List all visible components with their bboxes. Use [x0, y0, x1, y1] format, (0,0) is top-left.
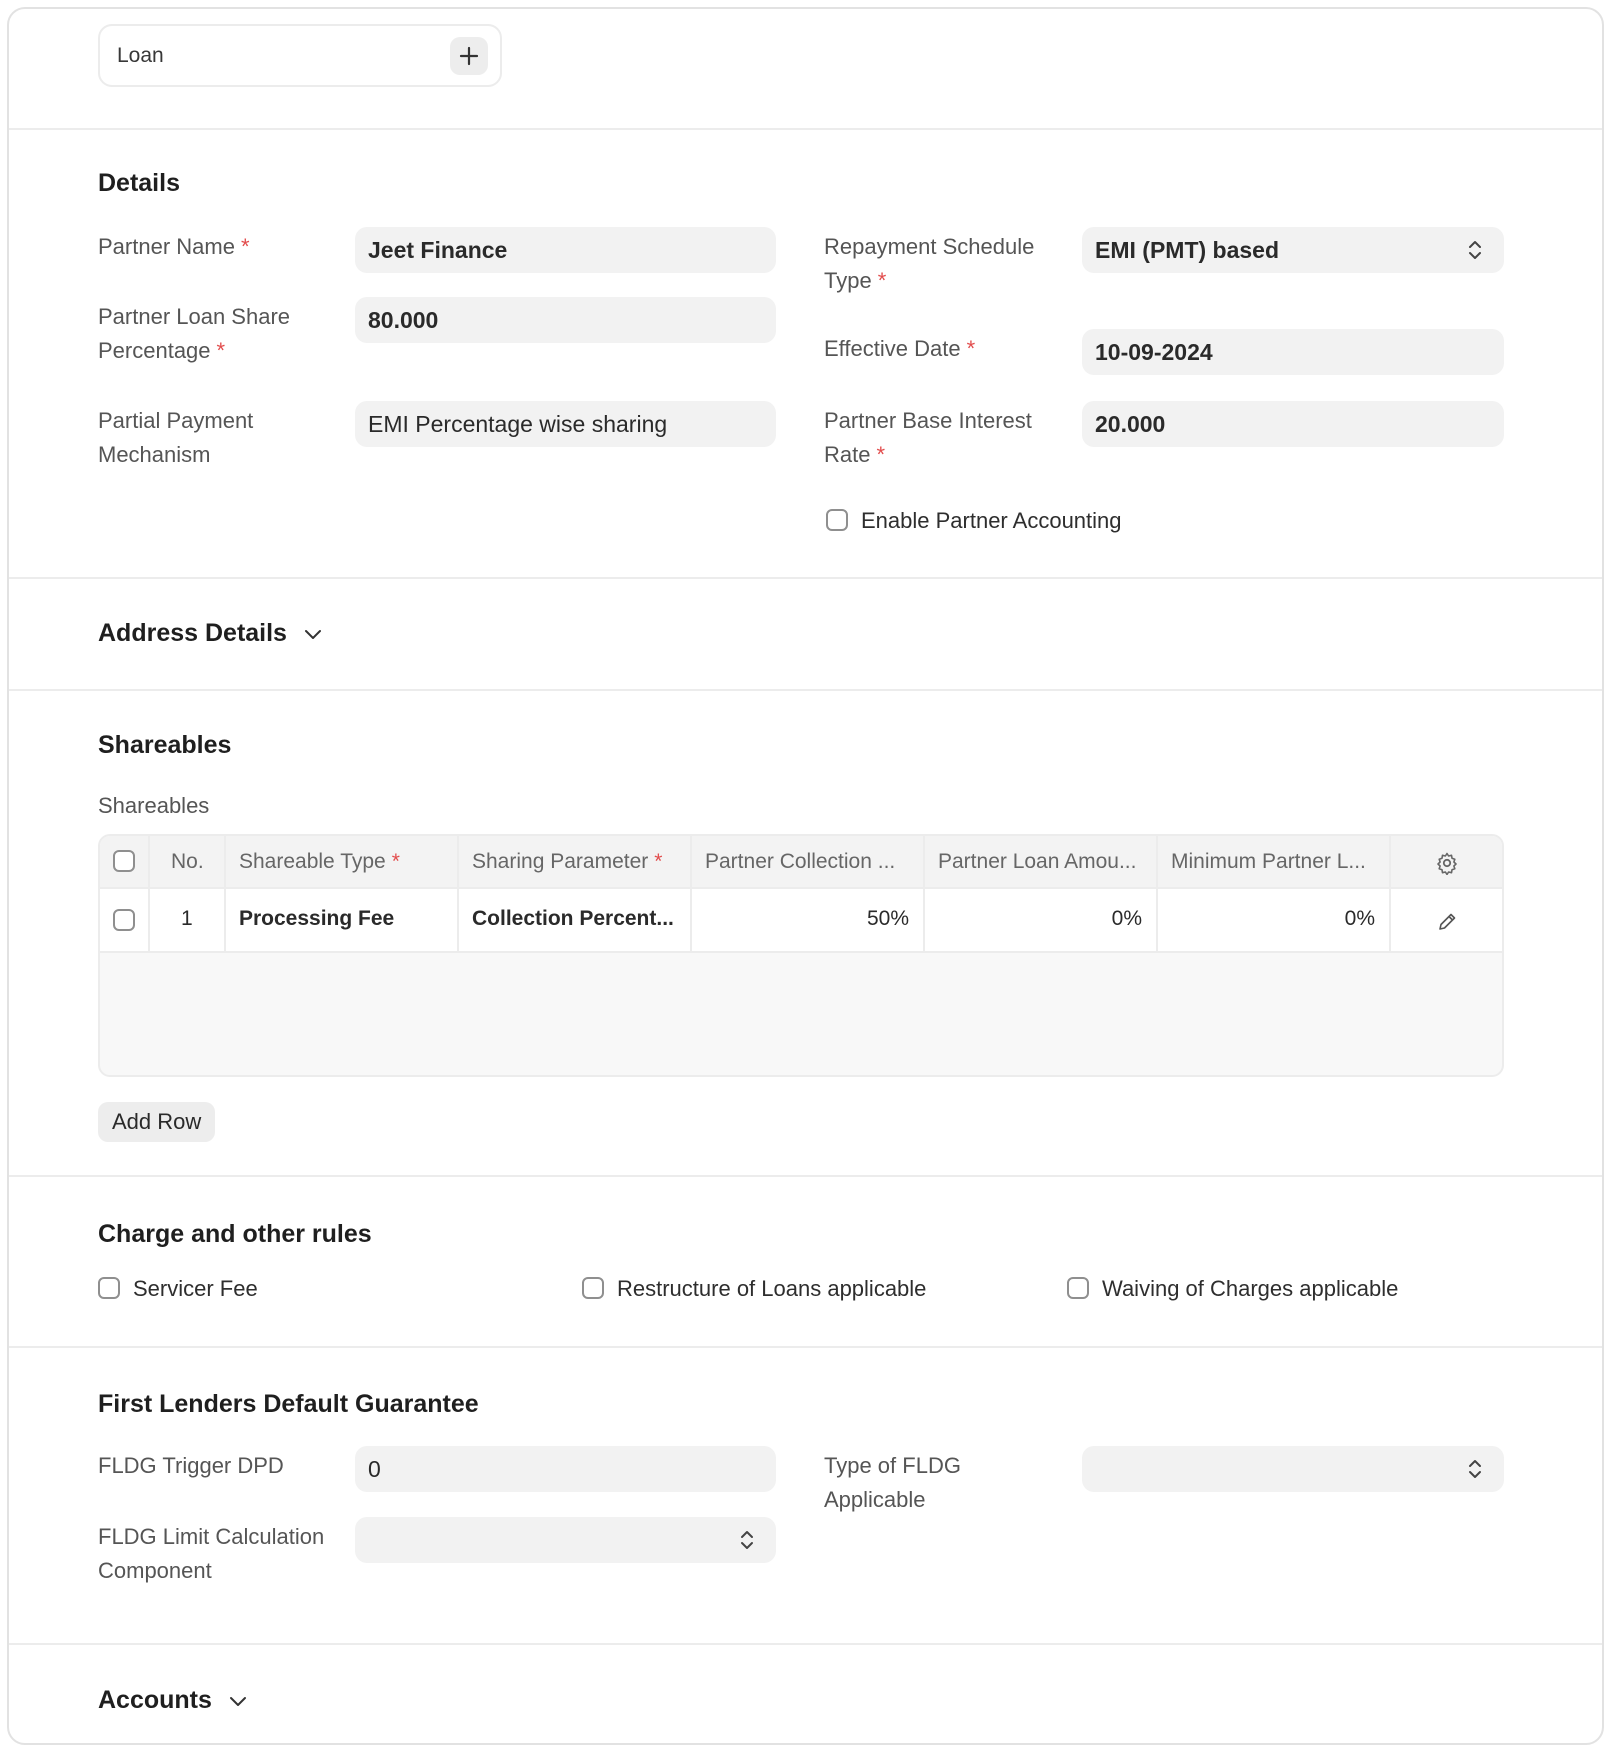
loan-tag-label: Loan — [117, 44, 164, 67]
table-row[interactable] — [100, 889, 1502, 953]
base-interest-label: Partner Base Interest Rate * — [824, 408, 1032, 467]
charges-heading: Charge and other rules — [98, 1220, 372, 1248]
partner-share-field[interactable]: 80.000 — [355, 297, 776, 343]
servicer-fee-label: Servicer Fee — [133, 1276, 258, 1301]
row-checkbox[interactable] — [113, 909, 135, 931]
cell-minimum-partner[interactable]: 0% — [1344, 907, 1375, 930]
cell-partner-collection[interactable]: 50% — [866, 907, 909, 930]
base-interest-field[interactable]: 20.000 — [1082, 401, 1504, 447]
select-all-checkbox[interactable] — [113, 850, 135, 872]
row-number: 1 — [181, 907, 193, 930]
repayment-schedule-label: Repayment Schedule Type * — [824, 234, 1035, 293]
partner-name-field[interactable]: Jeet Finance — [355, 227, 776, 273]
fldg-trigger-label: FLDG Trigger DPD — [98, 1453, 284, 1478]
column-header-minimum-partner[interactable]: Minimum Partner L... — [1171, 850, 1366, 873]
waiving-label: Waiving of Charges applicable — [1102, 1276, 1399, 1301]
divider — [9, 689, 1602, 691]
details-heading: Details — [98, 169, 180, 197]
plus-icon[interactable] — [450, 37, 488, 75]
fldg-heading: First Lenders Default Guarantee — [98, 1390, 479, 1418]
enable-accounting-checkbox[interactable] — [826, 509, 848, 531]
table-header — [100, 836, 1502, 889]
divider — [9, 128, 1602, 130]
add-row-button[interactable]: Add Row — [98, 1102, 215, 1142]
partner-share-label: Partner Loan Share Percentage * — [98, 304, 291, 363]
form-card — [7, 7, 1604, 1745]
select-caret-icon — [1468, 238, 1482, 262]
shareables-heading: Shareables — [98, 731, 232, 759]
effective-date-field[interactable]: 10-09-2024 — [1082, 329, 1504, 375]
address-details-heading: Address Details — [98, 619, 287, 647]
select-caret-icon — [1468, 1457, 1482, 1481]
cell-partner-loan-amount[interactable]: 0% — [1111, 907, 1142, 930]
accounts-heading: Accounts — [98, 1686, 212, 1714]
fldg-type-select[interactable] — [1082, 1446, 1504, 1492]
enable-accounting-label: Enable Partner Accounting — [861, 508, 1122, 533]
divider — [9, 1643, 1602, 1645]
effective-date-label: Effective Date * — [824, 336, 976, 361]
restructure-label: Restructure of Loans applicable — [617, 1276, 927, 1301]
partial-payment-field[interactable]: EMI Percentage wise sharing — [355, 401, 776, 447]
cell-sharing-parameter[interactable]: Collection Percent... — [472, 907, 674, 930]
cell-shareable-type[interactable]: Processing Fee — [239, 907, 395, 930]
column-header-sharing-parameter[interactable]: Sharing Parameter * — [472, 850, 663, 873]
select-caret-icon — [740, 1528, 754, 1552]
servicer-fee-checkbox[interactable] — [98, 1277, 120, 1299]
partner-name-label: Partner Name * — [98, 234, 250, 259]
accounts-toggle[interactable] — [98, 1686, 248, 1715]
column-header-shareable-type[interactable]: Shareable Type * — [239, 850, 400, 873]
restructure-checkbox[interactable] — [582, 1277, 604, 1299]
divider — [9, 577, 1602, 579]
column-header-partner-collection[interactable]: Partner Collection ... — [705, 850, 896, 873]
fldg-limit-label: FLDG Limit Calculation Component — [98, 1524, 325, 1583]
shareables-table-label: Shareables — [98, 793, 210, 818]
column-header-no: No. — [171, 850, 204, 873]
gear-icon[interactable] — [1435, 851, 1459, 875]
chevron-down-icon — [228, 1694, 248, 1708]
loan-tag[interactable] — [98, 24, 502, 87]
repayment-schedule-value: EMI (PMT) based — [1095, 237, 1280, 263]
column-header-partner-loan-amount[interactable]: Partner Loan Amou... — [938, 850, 1137, 873]
divider — [9, 1346, 1602, 1348]
repayment-schedule-select[interactable] — [1082, 227, 1504, 273]
fldg-limit-select[interactable] — [355, 1517, 776, 1563]
shareables-table — [98, 834, 1504, 1077]
divider — [9, 1175, 1602, 1177]
pencil-icon[interactable] — [1436, 911, 1458, 933]
waiving-checkbox[interactable] — [1067, 1277, 1089, 1299]
fldg-type-label: Type of FLDG Applicable — [824, 1453, 961, 1512]
fldg-trigger-field[interactable]: 0 — [355, 1446, 776, 1492]
address-details-toggle[interactable] — [98, 619, 323, 648]
partial-payment-label: Partial Payment Mechanism — [98, 408, 254, 467]
chevron-down-icon — [303, 627, 323, 641]
